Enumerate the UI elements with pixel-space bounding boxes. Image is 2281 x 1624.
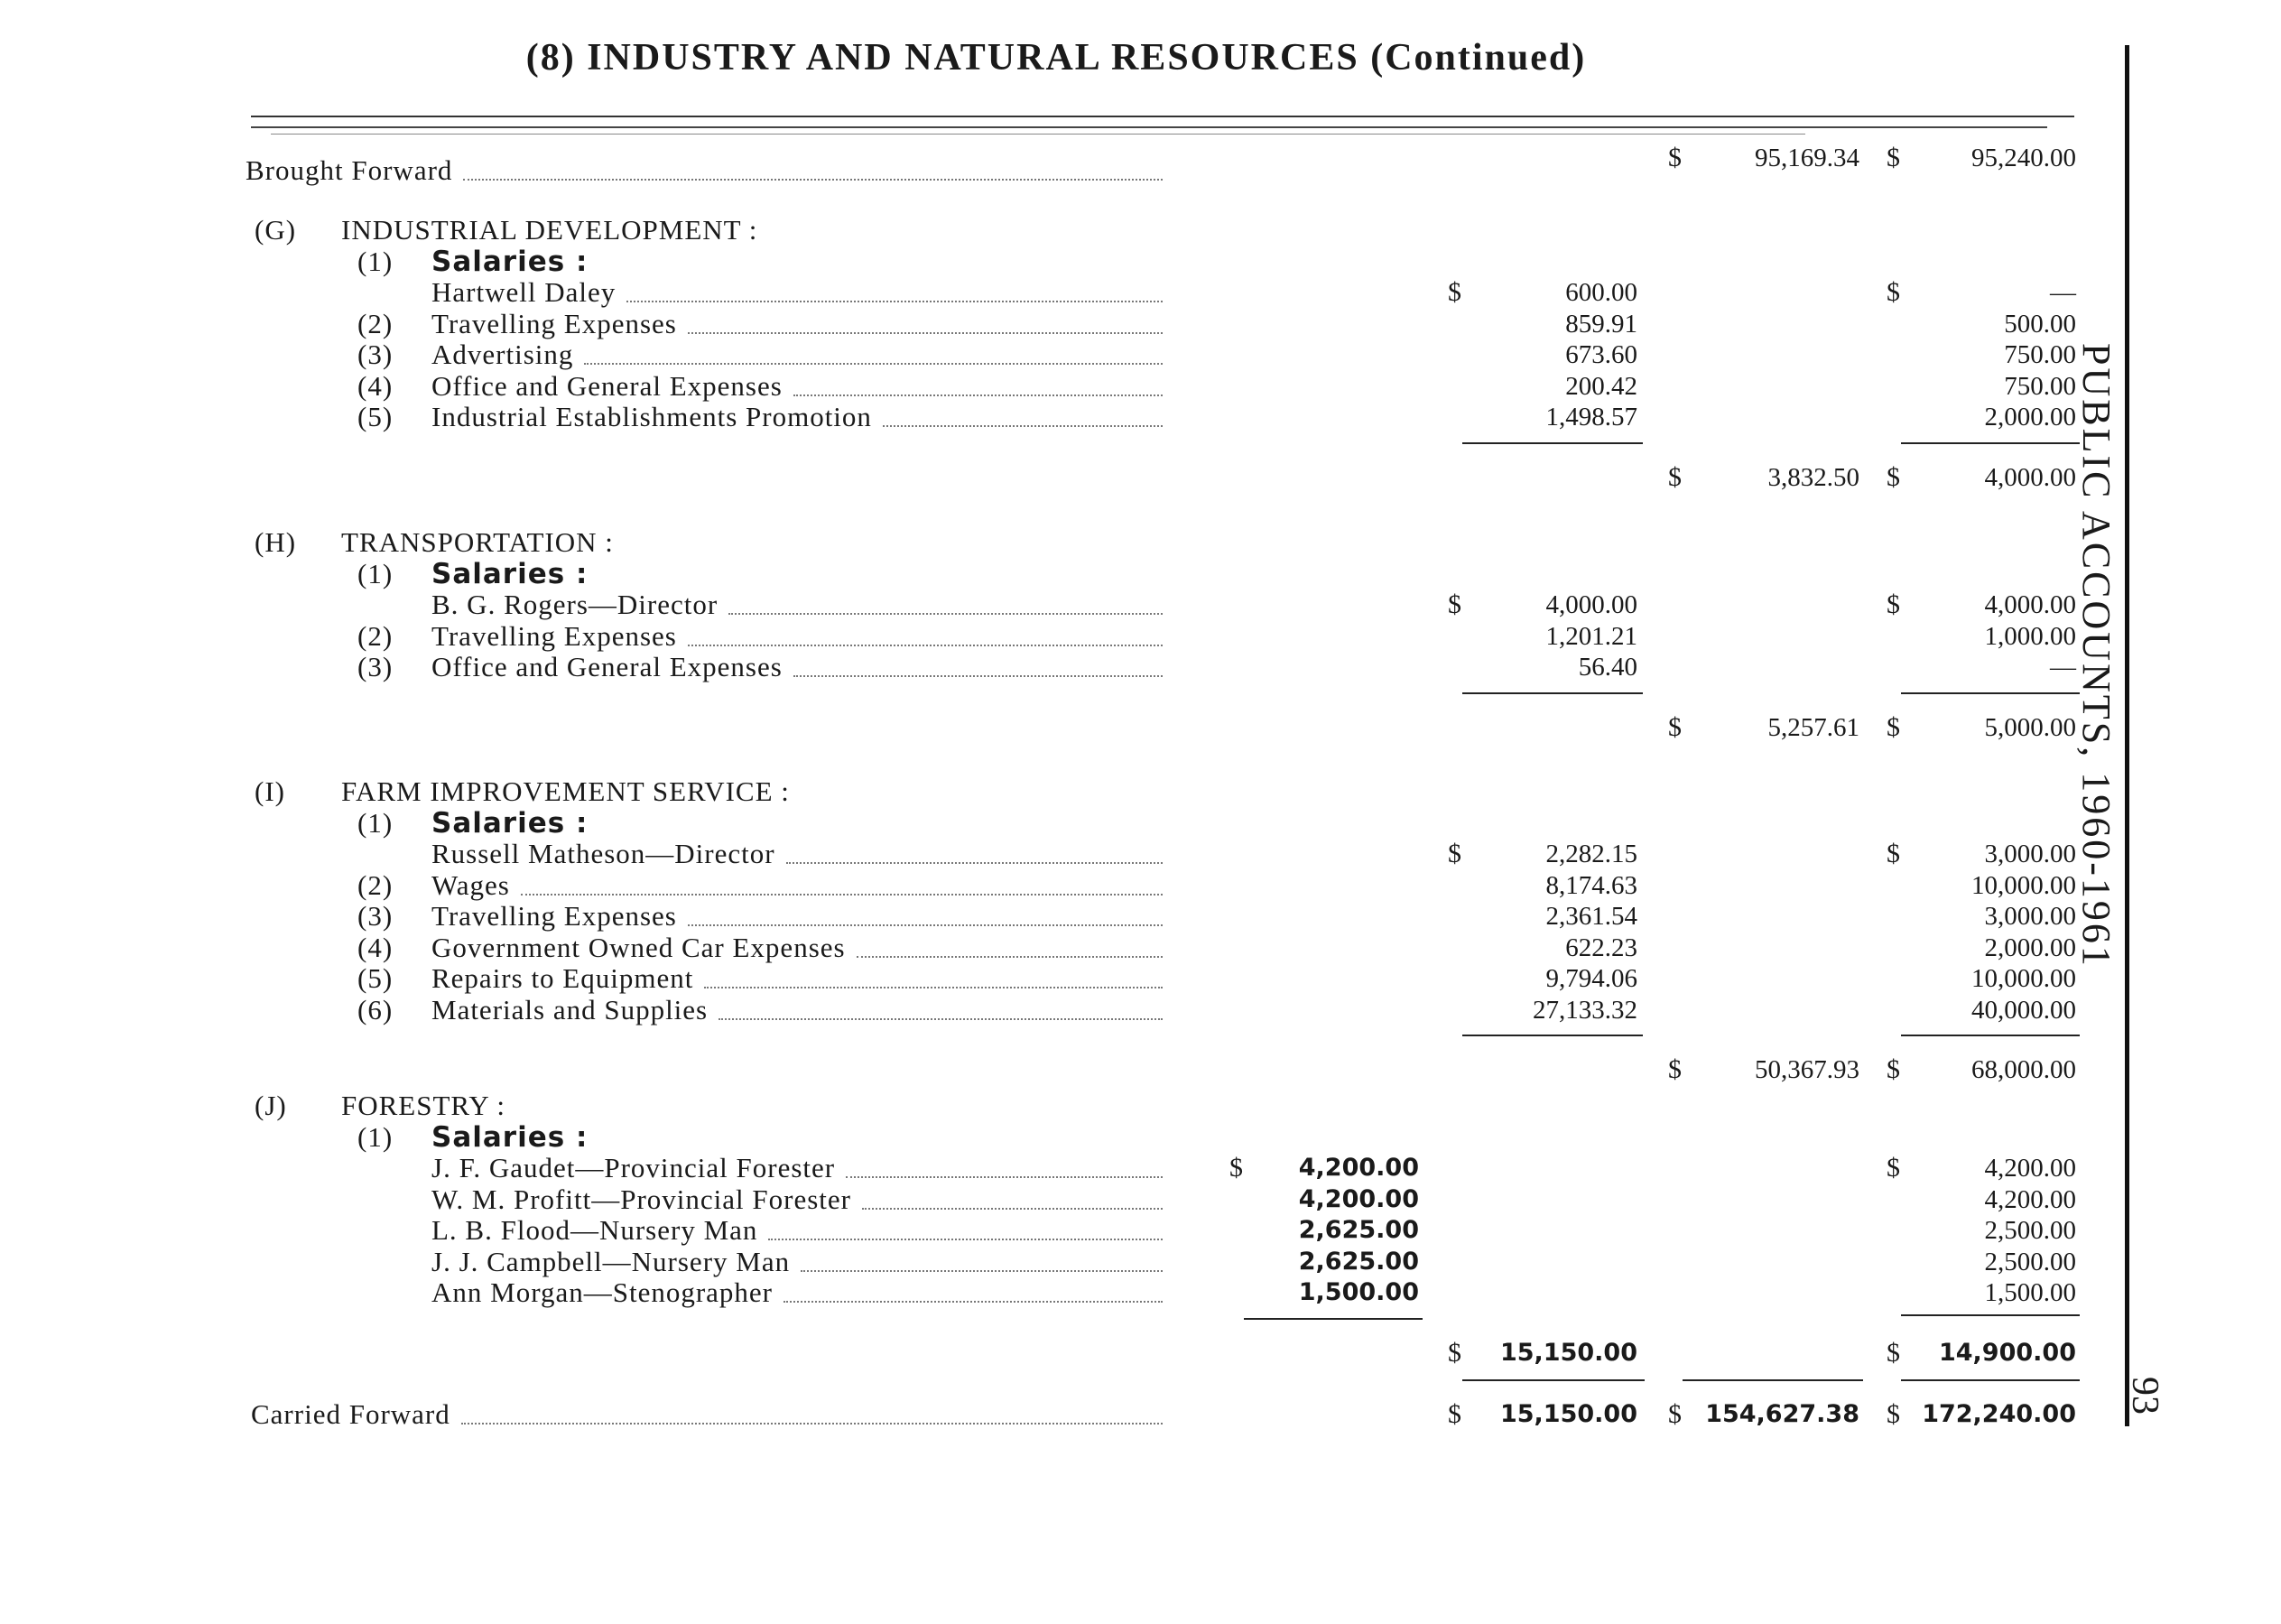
currency-symbol: $ [1668, 1054, 1682, 1084]
line-label: Hartwell Daley [431, 276, 617, 308]
currency-symbol: $ [1887, 1399, 1900, 1429]
dot-leader [461, 1423, 1163, 1424]
estimate-col4: 2,500.00 [1984, 1216, 2076, 1245]
subheading: Salaries : [431, 1120, 589, 1154]
dot-leader [793, 675, 1163, 677]
amount-col1: 4,200.00 [1298, 1184, 1419, 1213]
currency-symbol: $ [1668, 1399, 1682, 1429]
currency-symbol: $ [1668, 461, 1682, 492]
line-label: Carried Forward [251, 1398, 450, 1430]
dot-leader [521, 894, 1163, 896]
line-label: J. J. Campbell—Nursery Man [431, 1245, 791, 1277]
dot-leader [584, 363, 1163, 365]
rule-line [1244, 1318, 1423, 1320]
dot-leader [786, 862, 1163, 864]
currency-symbol: $ [1448, 1337, 1461, 1368]
amount-col2: 2,282.15 [1545, 840, 1637, 868]
currency-symbol: $ [1887, 589, 1900, 619]
currency-symbol: $ [1448, 839, 1461, 868]
line-label: Travelling Expenses [431, 900, 677, 932]
dot-leader [883, 425, 1163, 427]
dot-leader [719, 1018, 1163, 1020]
dot-leader [688, 924, 1163, 926]
estimate-col4: 750.00 [2004, 371, 2076, 401]
rule-line [1901, 1379, 2080, 1381]
item-number: (4) [357, 931, 394, 963]
amount-col2: 8,174.63 [1545, 870, 1637, 900]
currency-symbol: $ [1887, 1153, 1900, 1183]
amount-col2: 622.23 [1565, 933, 1637, 962]
dot-leader [846, 1176, 1163, 1178]
estimate-col4: 10,000.00 [1971, 964, 2076, 993]
estimate-col4: 40,000.00 [1971, 995, 2076, 1025]
estimate-col4: 2,000.00 [1984, 933, 2076, 962]
line-label: Industrial Establishments Promotion [431, 401, 872, 432]
header-rule [271, 134, 1805, 135]
section-title: INDUSTRIAL DEVELOPMENT : [341, 214, 758, 246]
item-number: (2) [357, 307, 394, 339]
currency-symbol: $ [1887, 1337, 1900, 1368]
amount-col2: 1,498.57 [1545, 403, 1637, 432]
line-label: Advertising [431, 339, 574, 370]
rule-line [1901, 692, 2080, 694]
estimate-col4: 3,000.00 [1984, 840, 2076, 868]
section-title: TRANSPORTATION : [341, 526, 614, 558]
line-label: Ann Morgan—Stenographer [431, 1276, 774, 1308]
estimate-col4: — [2050, 278, 2076, 307]
estimate-col4: 3,000.00 [1984, 902, 2076, 931]
item-number: (3) [357, 339, 394, 370]
section-letter: (H) [255, 526, 297, 558]
line-label: Repairs to Equipment [431, 962, 694, 994]
line-label: W. M. Profitt—Provincial Forester [431, 1183, 851, 1215]
line-label: Travelling Expenses [431, 307, 677, 339]
section-title: FORESTRY : [341, 1090, 505, 1121]
rule-line [1462, 1379, 1645, 1381]
brought-forward-estimate: 95,240.00 [1971, 144, 2076, 172]
section-total: 5,257.61 [1767, 712, 1859, 742]
currency-symbol: $ [1668, 143, 1682, 172]
line-label: Office and General Expenses [431, 369, 783, 402]
dot-leader [463, 179, 1163, 181]
section-estimate-total: 68,000.00 [1971, 1055, 2076, 1084]
dot-leader [728, 613, 1163, 615]
page-title: (8) INDUSTRY AND NATURAL RESOURCES (Continued) [525, 37, 1587, 79]
estimate-col4: — [2050, 653, 2076, 682]
rule-line [1901, 1035, 2080, 1036]
section-total: 50,367.93 [1755, 1055, 1859, 1084]
amount-col2: 600.00 [1565, 278, 1637, 307]
carried-forward-col3: 154,627.38 [1705, 1400, 1859, 1428]
estimate-col4: 4,200.00 [1984, 1154, 2076, 1183]
amount-col1: 2,625.00 [1298, 1247, 1419, 1276]
dot-leader [768, 1239, 1163, 1240]
amount-col2: 27,133.32 [1533, 995, 1637, 1025]
dot-leader [857, 956, 1163, 958]
amount-col2: 673.60 [1565, 340, 1637, 369]
line-label: Office and General Expenses [431, 651, 783, 682]
carried-forward-col2: 15,150.00 [1499, 1400, 1637, 1428]
item-number: (3) [357, 651, 394, 682]
dot-leader [688, 332, 1163, 334]
dot-leader [793, 394, 1163, 396]
brought-forward-amount: 95,169.34 [1755, 144, 1859, 172]
estimate-col4: 4,200.00 [1984, 1184, 2076, 1214]
rule-line [1901, 442, 2080, 444]
amount-col2: 859.91 [1565, 309, 1637, 339]
estimate-col4: 2,500.00 [1984, 1247, 2076, 1276]
header-rule [251, 116, 2074, 117]
line-label: B. G. Rogers—Director [431, 589, 719, 620]
line-label: Russell Matheson—Director [431, 838, 775, 869]
margin-rule [2125, 45, 2129, 1426]
section-letter: (J) [255, 1090, 287, 1121]
dot-leader [801, 1270, 1163, 1272]
currency-symbol: $ [1887, 143, 1900, 172]
currency-symbol: $ [1887, 711, 1900, 742]
item-number: (1) [357, 557, 394, 589]
currency-symbol: $ [1887, 1054, 1900, 1084]
estimate-col4: 1,000.00 [1984, 621, 2076, 651]
section-estimate-total: 5,000.00 [1984, 712, 2076, 742]
rule-line [1462, 1035, 1643, 1036]
line-label: L. B. Flood—Nursery Man [431, 1214, 758, 1246]
estimate-col4: 750.00 [2004, 340, 2076, 369]
line-label: Travelling Expenses [431, 619, 677, 652]
section-letter: (I) [255, 775, 285, 807]
subheading: Salaries : [431, 806, 589, 840]
rule-line [1683, 1379, 1863, 1381]
item-number: (1) [357, 1120, 394, 1153]
amount-col2: 1,201.21 [1545, 621, 1637, 651]
amount-col2: 2,361.54 [1545, 902, 1637, 931]
line-label: Government Owned Car Expenses [431, 931, 846, 963]
header-rule [251, 126, 2047, 128]
currency-symbol: $ [1668, 711, 1682, 742]
estimate-col4: 2,000.00 [1984, 403, 2076, 432]
currency-symbol: $ [1448, 589, 1461, 619]
subheading: Salaries : [431, 245, 589, 278]
dot-leader [704, 987, 1163, 988]
estimate-col4: 1,500.00 [1984, 1278, 2076, 1307]
carried-forward-col4: 172,240.00 [1922, 1400, 2076, 1428]
currency-symbol: $ [1229, 1153, 1243, 1183]
currency-symbol: $ [1448, 1399, 1461, 1429]
rule-line [1462, 692, 1643, 694]
section-estimate-total: 4,000.00 [1984, 462, 2076, 492]
rule-line [1462, 442, 1643, 444]
item-number: (2) [357, 619, 394, 652]
amount-col1: 1,500.00 [1298, 1278, 1419, 1306]
rule-line [1901, 1314, 2080, 1316]
dot-leader [862, 1208, 1163, 1210]
item-number: (5) [357, 401, 394, 432]
dot-leader [688, 645, 1163, 646]
amount-col2: 56.40 [1578, 653, 1637, 682]
dot-leader [784, 1301, 1163, 1303]
line-label: Materials and Supplies [431, 993, 709, 1025]
amount-col2: 4,000.00 [1545, 590, 1637, 619]
item-number: (6) [357, 993, 394, 1025]
item-number: (1) [357, 806, 394, 839]
amount-col1: 2,625.00 [1298, 1216, 1419, 1244]
section-total: 3,832.50 [1767, 462, 1859, 492]
section-title: FARM IMPROVEMENT SERVICE : [341, 775, 790, 807]
section-estimate-total: 14,900.00 [1938, 1338, 2076, 1367]
item-number: (3) [357, 900, 394, 932]
item-number: (2) [357, 868, 394, 901]
currency-symbol: $ [1887, 277, 1900, 307]
estimate-col4: 4,000.00 [1984, 590, 2076, 619]
amount-col2: 9,794.06 [1545, 964, 1637, 993]
side-title: PUBLIC ACCOUNTS, 1960-1961 [2074, 343, 2119, 969]
currency-symbol: $ [1448, 277, 1461, 307]
currency-symbol: $ [1887, 839, 1900, 868]
item-number: (4) [357, 369, 394, 402]
amount-col1: 4,200.00 [1298, 1154, 1419, 1182]
page-number: 93 [2124, 1377, 2165, 1415]
line-label: Wages [431, 868, 510, 901]
line-label: J. F. Gaudet—Provincial Forester [431, 1152, 836, 1183]
estimate-col4: 10,000.00 [1971, 870, 2076, 900]
item-number: (1) [357, 245, 394, 277]
section-letter: (G) [255, 214, 297, 246]
amount-col2: 200.42 [1565, 371, 1637, 401]
currency-symbol: $ [1887, 461, 1900, 492]
subheading: Salaries : [431, 557, 589, 590]
item-number: (5) [357, 962, 394, 994]
section-total: 15,150.00 [1499, 1338, 1637, 1367]
line-label: Brought Forward [246, 154, 453, 186]
estimate-col4: 500.00 [2004, 309, 2076, 339]
dot-leader [626, 301, 1163, 302]
